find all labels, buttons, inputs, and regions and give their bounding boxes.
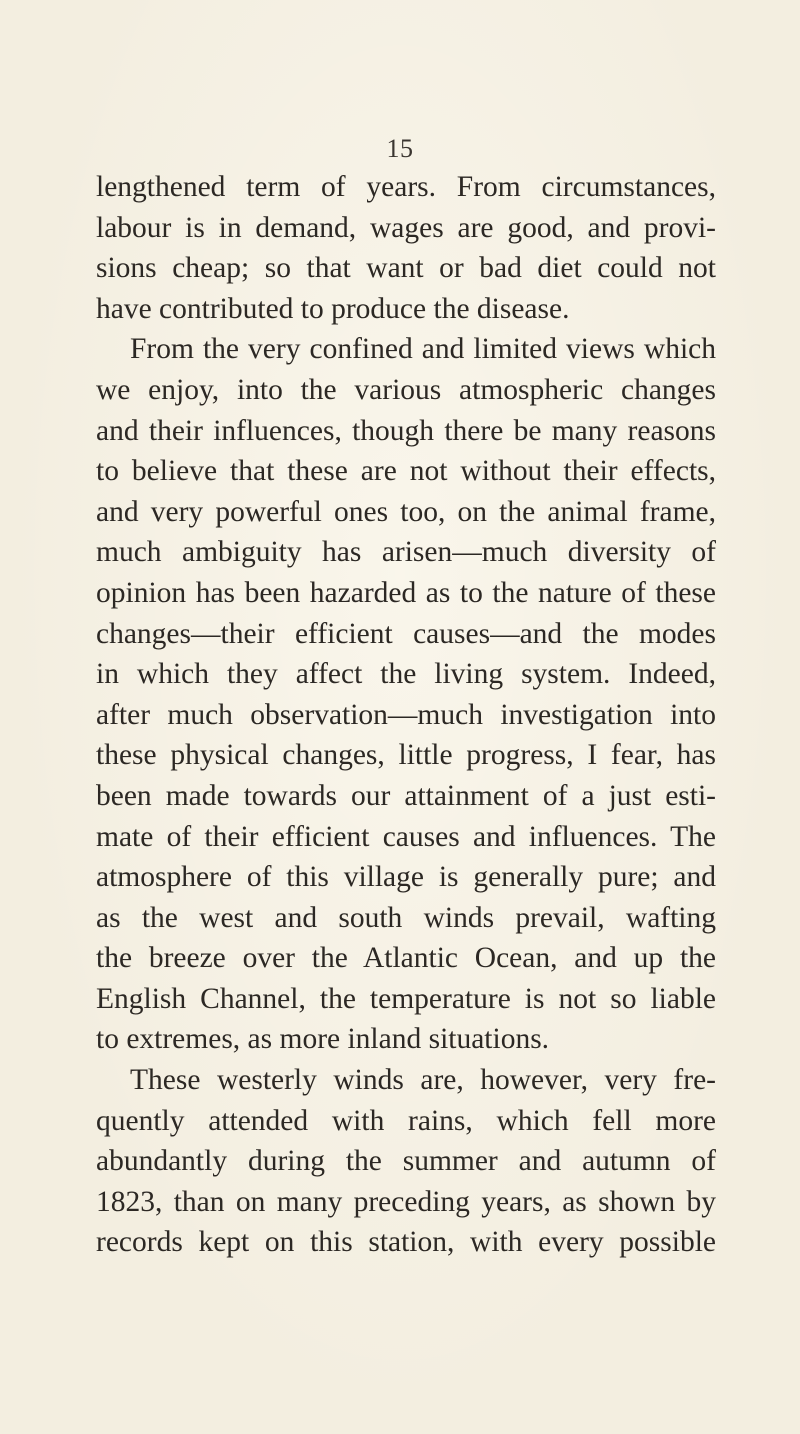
text-line: quently attended with rains, which fell more: [96, 1104, 716, 1137]
text-line: we enjoy, into the various atmospheric changes: [96, 373, 716, 406]
text-line: records kept on this station, with every possible: [96, 1226, 716, 1259]
text-line: changes—their efficient causes—and the modes: [96, 617, 716, 650]
text-line: atmosphere of this village is generally pure; and: [96, 861, 716, 894]
text-line: opinion has been hazarded as to the nature of these: [96, 576, 716, 609]
text-line: have contributed to produce the disease.: [96, 292, 570, 325]
page-number: 15: [386, 134, 414, 163]
text-line: in which they affect the living system. Indeed,: [96, 658, 716, 691]
text-line: as the west and south winds prevail, wafting: [96, 901, 716, 934]
text-line: and their influences, though there be many reasons: [96, 414, 716, 447]
text-line: labour is in demand, wages are good, and provi-: [96, 211, 716, 244]
body-text: [96, 167, 716, 1263]
text-line: 1823, than on many preceding years, as shown by: [96, 1185, 716, 1218]
text-line: abundantly during the summer and autumn of: [96, 1145, 716, 1178]
text-line: to extremes, as more inland situations.: [96, 1023, 550, 1056]
text-line: these physical changes, little progress, I fear, has: [96, 739, 716, 772]
text-line: the breeze over the Atlantic Ocean, and up the: [96, 942, 716, 975]
text-line: much ambiguity has arisen—much diversity of: [96, 536, 716, 569]
text-line: after much observation—much investigation into: [96, 698, 716, 731]
text-line: to believe that these are not without their effects,: [96, 455, 716, 488]
text-line: From the very confined and limited views which: [130, 333, 716, 366]
text-line: lengthened term of years. From circumstances,: [96, 171, 716, 203]
text-line: been made towards our attainment of a just esti-: [96, 779, 716, 812]
text-line: and very powerful ones too, on the animal frame,: [96, 495, 716, 528]
text-line: sions cheap; so that want or bad diet could not: [96, 252, 716, 285]
text-line: English Channel, the temperature is not so liable: [96, 982, 716, 1015]
text-line: These westerly winds are, however, very fre-: [130, 1064, 716, 1097]
text-line: mate of their efficient causes and influences. The: [96, 820, 716, 853]
